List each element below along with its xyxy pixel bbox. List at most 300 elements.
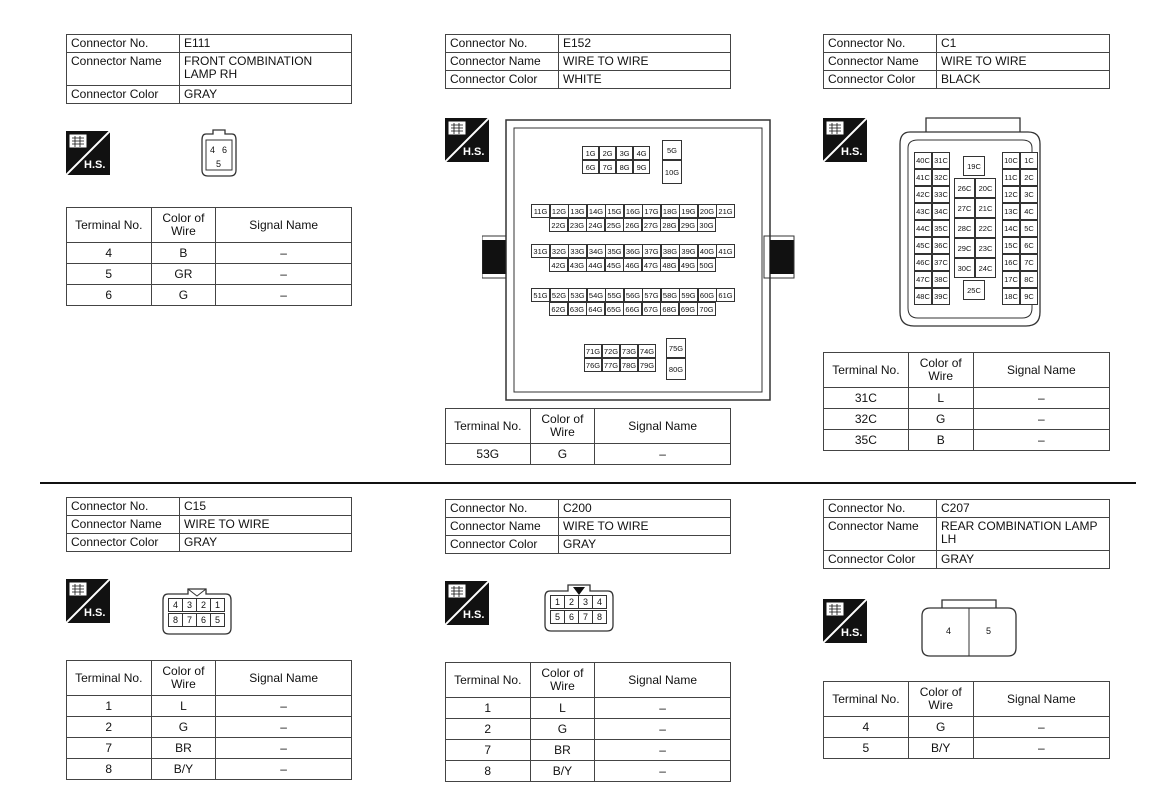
terminal-no: 6 <box>67 285 152 306</box>
pin-cell: 2G <box>599 146 616 160</box>
pin-cell: 48G <box>660 258 679 272</box>
hs-label: H.S. <box>463 609 485 621</box>
pin-cell: 2C <box>1020 169 1038 186</box>
pin-cell: 14G <box>587 204 606 218</box>
pin-cell: 16G <box>624 204 643 218</box>
terminal-row <box>824 409 1110 430</box>
pin-cell: 52G <box>550 288 569 302</box>
pin-cell: 69G <box>679 302 698 316</box>
pin-cell: 80G <box>666 358 686 380</box>
connector-color-value: GRAY <box>937 551 1110 569</box>
wire-color: GR <box>151 264 216 285</box>
connector-face-c200 <box>542 583 616 633</box>
connector-name-value: WIRE TO WIRE <box>559 518 731 536</box>
pin-cell: 36C <box>932 237 950 254</box>
connector-no-row <box>67 35 352 53</box>
terminal-no: 7 <box>446 740 531 761</box>
pin-cell: 21C <box>975 198 996 218</box>
terminal-no: 2 <box>67 717 152 738</box>
pin-cell: 24G <box>586 218 605 232</box>
pin-cell: 18C <box>1002 288 1020 305</box>
terminal-no-header: Terminal No. <box>824 353 909 388</box>
terminal-table <box>66 207 352 306</box>
pin-cell: 6C <box>1020 237 1038 254</box>
connector-info-table <box>66 34 352 104</box>
signal-name: – <box>973 409 1109 430</box>
terminal-no: 5 <box>67 264 152 285</box>
terminal-row <box>446 698 731 719</box>
connector-no-value: C200 <box>559 500 731 518</box>
connector-name-label: Connector Name <box>67 516 180 534</box>
wire-color: BR <box>151 738 216 759</box>
terminal-header-row <box>446 409 731 444</box>
connector-no-row <box>824 35 1110 53</box>
pin-cell: 66G <box>623 302 642 316</box>
pin-cell: 27C <box>954 198 975 218</box>
pin-cell: 22C <box>975 218 996 238</box>
wire-color: G <box>908 717 973 738</box>
pin-cell: 4 <box>592 595 607 609</box>
pin-label: 6 <box>222 145 228 155</box>
wire-color: L <box>908 388 973 409</box>
pin-cell: 12C <box>1002 186 1020 203</box>
pin-cell: 6G <box>582 160 599 174</box>
pin-cell: 50G <box>697 258 716 272</box>
connector-panel-c207 <box>823 499 1110 755</box>
wire-color-header: Color of Wire <box>908 682 973 717</box>
wire-color-header: Color of Wire <box>530 663 595 698</box>
terminal-table <box>445 662 731 782</box>
connector-no-value: E152 <box>559 35 731 53</box>
connector-color-value: WHITE <box>559 71 731 89</box>
connector-no-row <box>824 500 1110 518</box>
connector-color-label: Connector Color <box>446 71 559 89</box>
wire-color-header: Color of Wire <box>908 353 973 388</box>
pin-cell: 10C <box>1002 152 1020 169</box>
signal-name: – <box>973 388 1109 409</box>
connector-info-table <box>445 34 731 89</box>
pin-cell: 14C <box>1002 220 1020 237</box>
pin-cell: 74G <box>638 344 656 358</box>
pin-label: 4 <box>946 626 952 636</box>
signal-name: – <box>216 738 352 759</box>
connector-face-e152 <box>482 118 800 402</box>
signal-name: – <box>973 738 1109 759</box>
hs-label: H.S. <box>463 146 485 158</box>
pin-cell: 61G <box>716 288 735 302</box>
pin-cell: 15G <box>605 204 624 218</box>
pin-cell: 41G <box>716 244 735 258</box>
connector-name-row <box>446 53 731 71</box>
pin-cell: 64G <box>586 302 605 316</box>
pin-cell: 78G <box>620 358 638 372</box>
terminal-no-header: Terminal No. <box>824 682 909 717</box>
hs-label: H.S. <box>84 607 106 619</box>
terminal-table <box>823 681 1110 759</box>
harness-side-badge <box>66 579 110 623</box>
pin-cell: 12G <box>550 204 569 218</box>
pin-cell: 28G <box>660 218 679 232</box>
connector-color-label: Connector Color <box>824 71 937 89</box>
terminal-header-row <box>824 353 1110 388</box>
pin-cell: 15C <box>1002 237 1020 254</box>
connector-name-row <box>824 53 1110 71</box>
harness-side-badge <box>823 599 867 643</box>
pin-cell: 43G <box>568 258 587 272</box>
pin-cell: 4C <box>1020 203 1038 220</box>
pin-cell: 1C <box>1020 152 1038 169</box>
terminal-row <box>824 738 1110 759</box>
connector-info-table <box>66 497 352 552</box>
pin-cell: 67G <box>642 302 661 316</box>
connector-name-row <box>824 518 1110 551</box>
terminal-row <box>67 717 352 738</box>
connector-no-value: C15 <box>180 498 352 516</box>
connector-no-value: C207 <box>937 500 1110 518</box>
pin-cell: 77G <box>602 358 620 372</box>
terminal-no-header: Terminal No. <box>446 409 531 444</box>
pin-cell: 37C <box>932 254 950 271</box>
connector-info-table <box>823 499 1110 569</box>
pin-cell: 39G <box>679 244 698 258</box>
pin-cell: 18G <box>661 204 680 218</box>
pin-cell: 26C <box>954 178 975 198</box>
terminal-no-header: Terminal No. <box>67 661 152 696</box>
pin-cell: 6 <box>564 610 579 624</box>
pin-cell: 10G <box>662 160 682 184</box>
signal-name: – <box>216 264 352 285</box>
signal-name-header: Signal Name <box>973 682 1109 717</box>
connector-name-label: Connector Name <box>67 53 180 86</box>
wire-color: L <box>151 696 216 717</box>
connector-name-value: FRONT COMBINATION LAMP RH <box>180 53 352 86</box>
pin-cell: 3 <box>182 598 197 612</box>
harness-side-badge <box>823 118 867 162</box>
pin-cell: 31C <box>932 152 950 169</box>
pin-cell: 51G <box>531 288 550 302</box>
wire-color: B/Y <box>908 738 973 759</box>
connector-color-value: GRAY <box>180 534 352 552</box>
pin-cell: 33C <box>932 186 950 203</box>
connector-name-value: WIRE TO WIRE <box>559 53 731 71</box>
connector-name-value: WIRE TO WIRE <box>180 516 352 534</box>
connector-name-label: Connector Name <box>824 53 937 71</box>
signal-name: – <box>216 717 352 738</box>
pin-cell: 62G <box>549 302 568 316</box>
pin-cell: 20C <box>975 178 996 198</box>
pin-cell: 43C <box>914 203 932 220</box>
signal-name-header: Signal Name <box>216 208 352 243</box>
pin-cell: 8G <box>616 160 633 174</box>
pin-cell: 65G <box>605 302 624 316</box>
section-divider <box>40 482 1136 484</box>
pin-cell: 7 <box>182 613 197 627</box>
terminal-row <box>67 738 352 759</box>
wire-color-header: Color of Wire <box>151 208 216 243</box>
terminal-row <box>824 717 1110 738</box>
terminal-no-header: Terminal No. <box>67 208 152 243</box>
connector-name-row <box>67 516 352 534</box>
terminal-table <box>823 352 1110 451</box>
terminal-no: 1 <box>67 696 152 717</box>
pin-cell: 17G <box>642 204 661 218</box>
pin-cell: 7G <box>599 160 616 174</box>
pin-cell: 58G <box>661 288 680 302</box>
terminal-no: 32C <box>824 409 909 430</box>
connector-name-row <box>446 518 731 536</box>
pin-cell: 59G <box>679 288 698 302</box>
signal-name: – <box>595 719 731 740</box>
terminal-header-row <box>824 682 1110 717</box>
terminal-row <box>67 285 352 306</box>
terminal-no-header: Terminal No. <box>446 663 531 698</box>
pin-cell: 22G <box>549 218 568 232</box>
signal-name: – <box>595 444 731 465</box>
pin-cell: 2 <box>564 595 579 609</box>
signal-name: – <box>216 243 352 264</box>
pin-label: 4 <box>210 145 216 155</box>
connector-panel-c15 <box>66 497 352 776</box>
pin-cell: 40G <box>698 244 717 258</box>
connector-color-label: Connector Color <box>824 551 937 569</box>
signal-name: – <box>216 285 352 306</box>
pin-cell: 23C <box>975 238 996 258</box>
pin-cell: 4G <box>633 146 650 160</box>
signal-name-header: Signal Name <box>973 353 1109 388</box>
pin-cell: 34C <box>932 203 950 220</box>
pin-cell: 19C <box>963 156 985 176</box>
pin-cell: 42C <box>914 186 932 203</box>
pin-cell: 55G <box>605 288 624 302</box>
hs-label: H.S. <box>841 627 863 639</box>
pin-cell: 7 <box>578 610 593 624</box>
connector-name-label: Connector Name <box>446 518 559 536</box>
connector-panel-e111 <box>66 34 352 302</box>
signal-name: – <box>973 717 1109 738</box>
pin-cell: 75G <box>666 338 686 358</box>
terminal-no: 31C <box>824 388 909 409</box>
pin-cell: 57G <box>642 288 661 302</box>
connector-no-label: Connector No. <box>67 35 180 53</box>
wire-color: B <box>151 243 216 264</box>
pin-cell: 3C <box>1020 186 1038 203</box>
terminal-no: 5 <box>824 738 909 759</box>
pin-cell: 8C <box>1020 271 1038 288</box>
pin-cell: 44C <box>914 220 932 237</box>
terminal-no: 2 <box>446 719 531 740</box>
pin-cell: 11C <box>1002 169 1020 186</box>
wire-color: B/Y <box>530 761 595 782</box>
pin-cell: 17C <box>1002 271 1020 288</box>
pin-cell: 25G <box>605 218 624 232</box>
terminal-no: 4 <box>824 717 909 738</box>
pin-cell: 42G <box>549 258 568 272</box>
wire-color: B/Y <box>151 759 216 780</box>
pin-cell: 32C <box>932 169 950 186</box>
connector-color-row <box>446 71 731 89</box>
pin-cell: 23G <box>568 218 587 232</box>
pin-cell: 35G <box>605 244 624 258</box>
connector-panel-c200 <box>445 499 731 778</box>
pin-cell: 19G <box>679 204 698 218</box>
terminal-table <box>66 660 352 780</box>
pin-cell: 27G <box>642 218 661 232</box>
signal-name-header: Signal Name <box>595 409 731 444</box>
pin-cell: 46C <box>914 254 932 271</box>
hs-label: H.S. <box>841 146 863 158</box>
terminal-row <box>824 430 1110 451</box>
pin-cell: 54G <box>587 288 606 302</box>
wire-color: BR <box>530 740 595 761</box>
terminal-row <box>446 740 731 761</box>
terminal-no: 1 <box>446 698 531 719</box>
connector-no-label: Connector No. <box>446 500 559 518</box>
connector-name-label: Connector Name <box>824 518 937 551</box>
pin-cell: 1 <box>210 598 225 612</box>
pin-cell: 37G <box>642 244 661 258</box>
connector-color-row <box>67 534 352 552</box>
pin-label: 5 <box>986 626 992 636</box>
terminal-no: 8 <box>446 761 531 782</box>
terminal-no: 35C <box>824 430 909 451</box>
wire-color: G <box>151 717 216 738</box>
connector-no-label: Connector No. <box>446 35 559 53</box>
terminal-no: 53G <box>446 444 531 465</box>
connector-no-label: Connector No. <box>824 500 937 518</box>
signal-name-header: Signal Name <box>216 661 352 696</box>
signal-name: – <box>595 698 731 719</box>
pin-cell: 63G <box>568 302 587 316</box>
pin-cell: 13C <box>1002 203 1020 220</box>
pin-cell: 5 <box>210 613 225 627</box>
wire-color: G <box>908 409 973 430</box>
pin-cell: 39C <box>932 288 950 305</box>
pin-cell: 6 <box>196 613 211 627</box>
connector-face-e111 <box>198 128 240 178</box>
pin-cell: 13G <box>568 204 587 218</box>
wire-color-header: Color of Wire <box>151 661 216 696</box>
pin-cell: 3 <box>578 595 593 609</box>
pin-cell: 72G <box>602 344 620 358</box>
pin-cell: 9C <box>1020 288 1038 305</box>
connector-color-row <box>824 551 1110 569</box>
connector-name-row <box>67 53 352 86</box>
pin-cell: 3G <box>616 146 633 160</box>
terminal-row <box>446 761 731 782</box>
wire-color-header: Color of Wire <box>530 409 595 444</box>
connector-info-table <box>445 499 731 554</box>
pin-cell: 5G <box>662 140 682 160</box>
wire-color: B <box>908 430 973 451</box>
pin-cell: 1 <box>550 595 565 609</box>
pin-cell: 5C <box>1020 220 1038 237</box>
connector-face-c207 <box>920 598 1020 660</box>
connector-color-label: Connector Color <box>67 86 180 104</box>
connector-color-value: GRAY <box>180 86 352 104</box>
pin-cell: 60G <box>698 288 717 302</box>
connector-color-value: GRAY <box>559 536 731 554</box>
pin-cell: 16C <box>1002 254 1020 271</box>
terminal-row <box>67 696 352 717</box>
signal-name: – <box>973 430 1109 451</box>
connector-no-row <box>67 498 352 516</box>
wire-color: L <box>530 698 595 719</box>
connector-name-value: WIRE TO WIRE <box>937 53 1110 71</box>
connector-no-label: Connector No. <box>67 498 180 516</box>
pin-cell: 25C <box>963 280 985 300</box>
signal-name-header: Signal Name <box>595 663 731 698</box>
signal-name: – <box>595 761 731 782</box>
pin-cell: 73G <box>620 344 638 358</box>
pin-cell: 53G <box>568 288 587 302</box>
connector-no-label: Connector No. <box>824 35 937 53</box>
pin-cell: 47G <box>642 258 661 272</box>
terminal-row <box>446 719 731 740</box>
pin-cell: 56G <box>624 288 643 302</box>
signal-name: – <box>216 759 352 780</box>
connector-no-value: C1 <box>937 35 1110 53</box>
pin-cell: 33G <box>568 244 587 258</box>
pin-cell: 34G <box>587 244 606 258</box>
pin-cell: 71G <box>584 344 602 358</box>
pin-cell: 36G <box>624 244 643 258</box>
pin-cell: 26G <box>623 218 642 232</box>
pin-cell: 28C <box>954 218 975 238</box>
terminal-no: 7 <box>67 738 152 759</box>
connector-info-table <box>823 34 1110 89</box>
terminal-row <box>824 388 1110 409</box>
connector-color-row <box>824 71 1110 89</box>
connector-name-value: REAR COMBINATION LAMP LH <box>937 518 1110 551</box>
pin-cell: 20G <box>698 204 717 218</box>
pin-cell: 45C <box>914 237 932 254</box>
pin-cell: 44G <box>586 258 605 272</box>
connector-color-value: BLACK <box>937 71 1110 89</box>
pin-cell: 45G <box>605 258 624 272</box>
pin-cell: 79G <box>638 358 656 372</box>
pin-cell: 40C <box>914 152 932 169</box>
pin-cell: 46G <box>623 258 642 272</box>
terminal-header-row <box>67 661 352 696</box>
pin-cell: 5 <box>550 610 565 624</box>
pin-cell: 48C <box>914 288 932 305</box>
signal-name: – <box>595 740 731 761</box>
connector-no-row <box>446 35 731 53</box>
terminal-no: 8 <box>67 759 152 780</box>
pin-cell: 30G <box>697 218 716 232</box>
connector-name-label: Connector Name <box>446 53 559 71</box>
pin-cell: 8 <box>168 613 183 627</box>
pin-cell: 49G <box>679 258 698 272</box>
pin-cell: 8 <box>592 610 607 624</box>
pin-cell: 35C <box>932 220 950 237</box>
pin-cell: 21G <box>716 204 735 218</box>
connector-color-label: Connector Color <box>67 534 180 552</box>
pin-cell: 7C <box>1020 254 1038 271</box>
wire-color: G <box>530 444 595 465</box>
pin-cell: 24C <box>975 258 996 278</box>
wire-color: G <box>530 719 595 740</box>
wire-color: G <box>151 285 216 306</box>
pin-label: 5 <box>216 159 222 169</box>
pin-cell: 38G <box>661 244 680 258</box>
hs-label: H.S. <box>84 159 106 171</box>
terminal-header-row <box>67 208 352 243</box>
connector-no-row <box>446 500 731 518</box>
pin-cell: 9G <box>633 160 650 174</box>
terminal-row <box>67 243 352 264</box>
pin-cell: 41C <box>914 169 932 186</box>
